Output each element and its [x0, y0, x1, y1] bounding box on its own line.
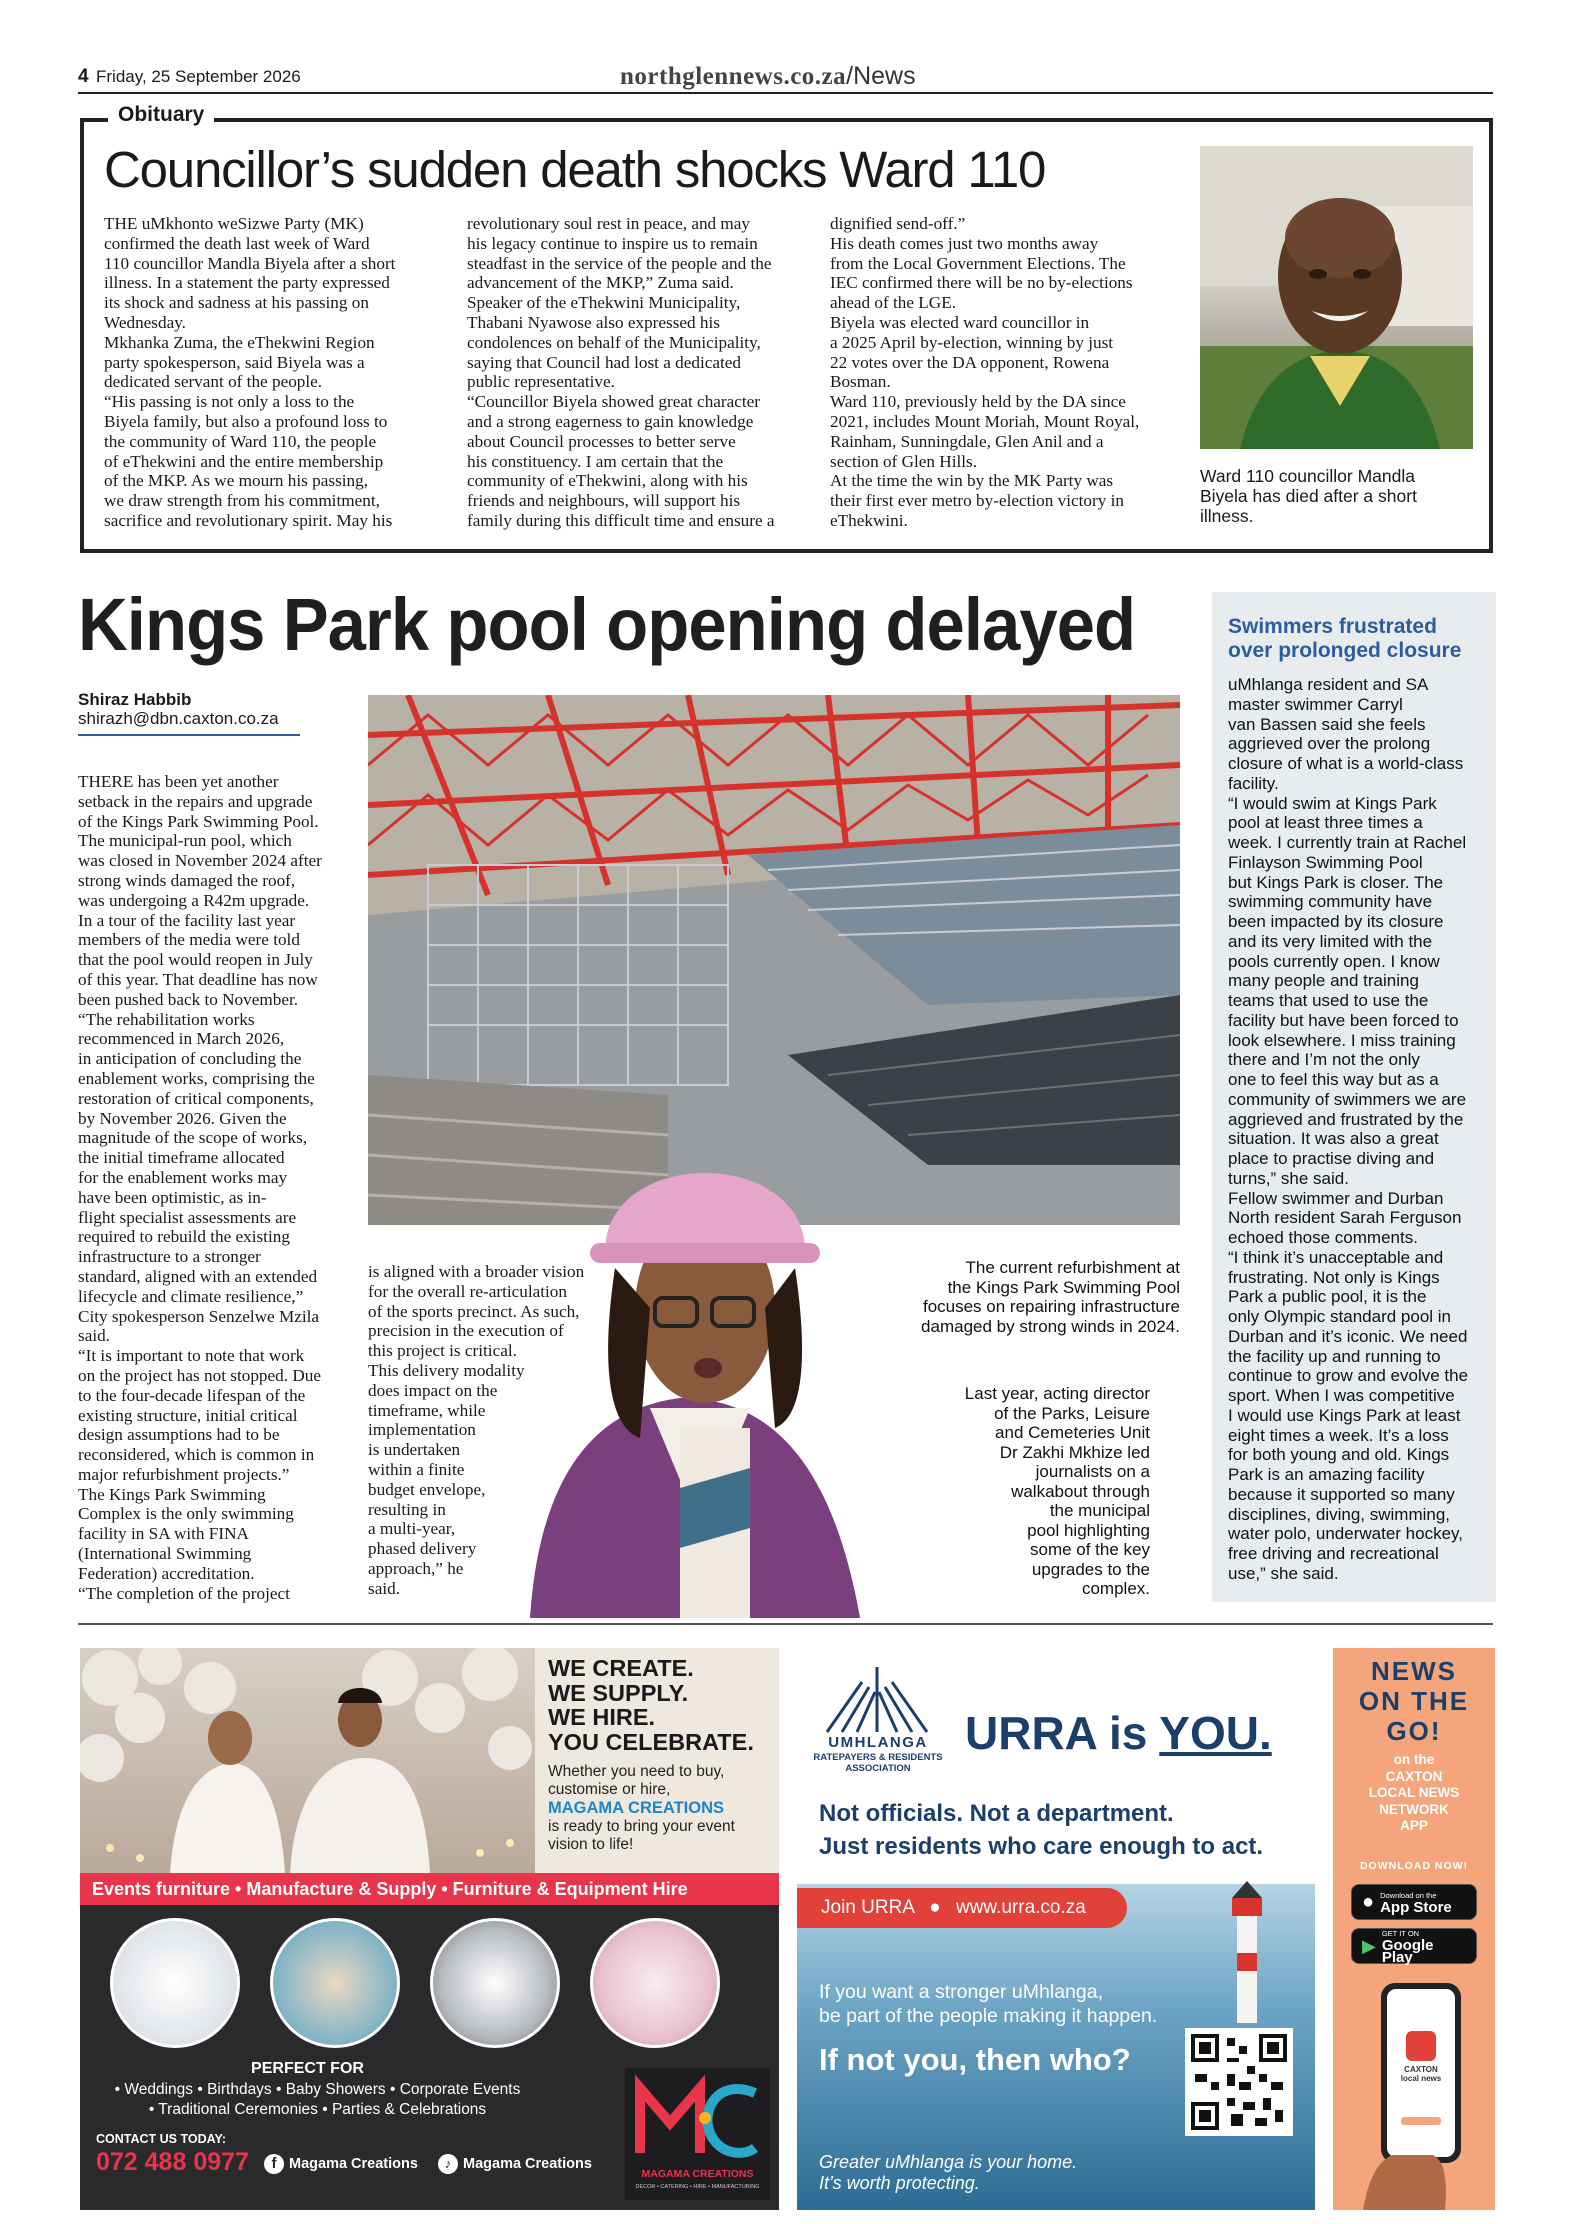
- app-store-small: Download on the: [1380, 1891, 1437, 1900]
- play-icon: ▶: [1362, 1935, 1376, 1956]
- couple-illustration: [80, 1648, 535, 1873]
- obituary-column-3: dignified send-off.” His death comes just two months away from the Local Government Elections. The IEC confirmed there will be no by-elections ahead of the LGE. Biyela was elected ward councillor in a 2025 April by-election, winning by just 22 votes over the DA opponent, Rowena Bosman. Ward 110, previously held by the DA since 2021, includes Mount Moriah, Mount Royal, Rainham, Sunningdale, Glen Anil and a section of Glen Hills. At the time the win by the MK Party was their first ever metro by-election victory in eThekwini.: [830, 214, 1140, 530]
- obituary-headline: Councillor’s sudden death shocks Ward 110: [104, 141, 1046, 198]
- magama-headline-line-4: YOU CELEBRATE.: [548, 1728, 754, 1755]
- urra-line-2: Just residents who care enough to act.: [819, 1833, 1264, 1860]
- portrait-illustration: [1200, 146, 1473, 449]
- urra-headline-b: YOU.: [1159, 1707, 1272, 1759]
- magama-headline: [548, 1656, 754, 1754]
- caxton-download: DOWNLOAD NOW!: [1359, 1860, 1469, 1872]
- urra-logo-mark: [817, 1662, 937, 1742]
- urra-org-name: UMHLANGA: [828, 1734, 928, 1751]
- magama-banner: Events furniture • Manufacture & Supply • Furniture & Equipment Hire: [80, 1873, 779, 1905]
- magama-contact-label: CONTACT US TODAY:: [96, 2132, 227, 2146]
- urra-line-1: Not officials. Not a department.: [819, 1800, 1174, 1827]
- page-number: 4: [78, 66, 89, 87]
- caxton-ad: [1333, 1648, 1495, 2210]
- ads-rule: [78, 1623, 1493, 1625]
- byline-underline: [78, 734, 300, 736]
- caxton-headline: NEWS ON THE GO!: [1358, 1656, 1470, 1746]
- magama-logo-tagline: DECOR • CATERING • HIRE • MANUFACTURING: [635, 2184, 760, 2190]
- main-column-2: is aligned with a broader vision for the overall re-articulation of the sports precinct. As such, precision in the execution of this project is critical. This delivery modality does impact on the timeframe, while implementation is undertaken within a finite budget envelope, resulting in a multi-year, phased delivery approach,” he said.: [368, 1262, 585, 1598]
- councillor-portrait: [1200, 146, 1473, 449]
- magama-tiktok[interactable]: [438, 2154, 592, 2174]
- tiktok-icon: ♪: [438, 2154, 458, 2174]
- woman-hardhat-photo: [530, 1108, 870, 1618]
- product-table-circle: [270, 1918, 400, 2048]
- caxton-sub: on the CAXTON LOCAL NEWS NETWORK APP: [1368, 1752, 1460, 1833]
- urra-footer: Greater uMhlanga is your home. It’s worth protecting.: [819, 2152, 1078, 2193]
- magama-headline-line-2: WE SUPPLY.: [548, 1679, 689, 1706]
- bullet-icon: ●: [929, 1897, 941, 1918]
- obituary-column-2: revolutionary soul rest in peace, and may his legacy continue to inspire us to remain steadfast in the service of the people and the advancement of the MKP,” Zuma said. Speaker of the eThekwini Municipality, Thabani Nyawose also expressed his condolences on behalf of the Municipality, saying that Council had lost a dedicated public representative. “Councillor Biyela showed great character and a strong eagerness to gain knowledge about Council processes to better serve his constituency. I am certain that the community of eThekwini, along with his friends and neighbours, will support his family during this difficult time and ensure a: [467, 214, 775, 530]
- urra-join-label: Join URRA: [821, 1897, 914, 1918]
- magama-occasions-2: • Traditional Ceremonies • Parties & Celebrations: [148, 2101, 487, 2118]
- magama-headline-line-1: WE CREATE.: [548, 1655, 694, 1681]
- magama-facebook[interactable]: [264, 2154, 418, 2174]
- director-photo-caption: Last year, acting director of the Parks, Leisure and Cemeteries Unit Dr Zakhi Mkhize led journalists on a walkabout through the municipal pool highlighting some of the key upgrades to the complex.: [964, 1384, 1150, 1598]
- issue-date: Friday, 25 September 2026: [96, 67, 301, 86]
- magama-logo: [625, 2068, 770, 2200]
- urra-qr-code[interactable]: [1185, 2028, 1293, 2136]
- byline-name: Shiraz Habbib: [78, 690, 192, 709]
- caxton-app-icon: [1406, 2031, 1436, 2061]
- google-play-button[interactable]: [1351, 1928, 1477, 1964]
- urra-org-sub: RATEPAYERS & RESIDENTS ASSOCIATION: [813, 1752, 943, 1774]
- urra-headline-a: URRA is: [965, 1707, 1160, 1759]
- byline-email[interactable]: shirazh@dbn.caxton.co.za: [78, 709, 279, 728]
- section-name: /News: [846, 62, 916, 90]
- magama-logo-name: MAGAMA CREATIONS: [641, 2168, 754, 2180]
- urra-url: www.urra.co.za: [955, 1897, 1086, 1918]
- google-play-small: GET IT ON: [1381, 1929, 1420, 1938]
- google-play-label: Google Play: [1381, 1937, 1434, 1966]
- magama-outro: is ready to bring your event vision to life!: [548, 1818, 735, 1853]
- main-headline: Kings Park pool opening delayed: [78, 583, 1136, 666]
- urra-ad: [797, 1648, 1315, 2210]
- urra-headline: [965, 1706, 1272, 1760]
- qr-code-icon: [1191, 2034, 1287, 2130]
- header-rule: [78, 92, 1493, 94]
- magama-logo-mark: [625, 2068, 770, 2168]
- magama-photo: [80, 1648, 535, 1873]
- magama-occasions-1: • Weddings • Birthdays • Baby Showers • Corporate Events: [114, 2081, 521, 2098]
- urra-join-bar[interactable]: [797, 1888, 1127, 1928]
- facebook-handle: Magama Creations: [289, 2156, 418, 2172]
- magama-intro: Whether you need to buy, customise or hire,: [548, 1763, 725, 1798]
- apple-icon: ●: [1362, 1890, 1375, 1913]
- masthead-site: [620, 62, 916, 91]
- hand-icon: [1333, 2120, 1495, 2210]
- product-dining-circle: [430, 1918, 560, 2048]
- councillor-caption: Ward 110 councillor Mandla Biyela has died after a short illness.: [1200, 466, 1417, 526]
- app-store-label: App Store: [1380, 1899, 1452, 1916]
- main-column-1: THERE has been yet another setback in the repairs and upgrade of the Kings Park Swimming Pool. The municipal-run pool, which was closed in November 2024 after strong winds damaged the roof, was undergoing a R42m upgrade. In a tour of the facility last year members of the media were told that the pool would reopen in July of this year. That deadline has now been pushed back to November. “The rehabilitation works recommenced in March 2026, in anticipation of concluding the enablement works, comprising the restoration of critical components, by November 2026. Given the magnitude of the scope of works, the initial timeframe allocated for the enablement works may have been optimistic, as in- flight specialist assessments are required to rebuild the existing infrastructure to a stronger standard, aligned with an extended lifecycle and climate resilience,” City spokesperson Senzelwe Mzila said. “It is important to note that work on the project has not stopped. Due to the four-decade lifespan of the existing structure, initial critical design assumptions had to be reconsidered, which is common in major refurbishment projects.” The Kings Park Swimming Complex is the only swimming facility in SA with FINA (International Swimming Federation) accreditation. “The completion of the project: [78, 772, 322, 1603]
- urra-body: If you want a stronger uMhlanga, be part of the people making it happen.: [819, 1981, 1158, 2027]
- magama-ad: [80, 1648, 779, 2210]
- magama-brand: MAGAMA CREATIONS: [548, 1799, 724, 1817]
- obituary-label: Obituary: [108, 103, 214, 127]
- obituary-column-1: THE uMkhonto weSizwe Party (MK) confirmed the death last week of Ward 110 councillor Mandla Biyela after a short illness. In a statement the party expressed its shock and sadness at his passing on Wednesday. Mkhanka Zuma, the eThekwini Region party spokesperson, said Biyela was a dedicated servant of the people. “His passing is not only a loss to the Biyela family, but also a profound loss to the community of Ward 110, the people of eThekwini and the entire membership of the MKP. As we mourn his passing, we draw strength from his commitment, sacrifice and revolutionary spirit. May his: [104, 214, 396, 530]
- magama-product-circles: [80, 1913, 779, 2053]
- magama-phone[interactable]: 072 488 0977: [96, 2148, 249, 2176]
- tiktok-handle: Magama Creations: [463, 2156, 592, 2172]
- phone-logo-text: CAXTON local news: [1400, 2065, 1442, 2083]
- product-curtain-circle: [110, 1918, 240, 2048]
- magama-headline-line-3: WE HIRE.: [548, 1704, 656, 1730]
- site-name: northglennews.co.za: [620, 63, 847, 90]
- facebook-icon: f: [264, 2154, 284, 2174]
- pool-photo-caption: The current refurbishment at the Kings Park Swimming Pool focuses on repairing infrastructure damaged by strong winds in 2024.: [921, 1258, 1180, 1336]
- app-store-button[interactable]: [1351, 1884, 1477, 1920]
- product-arch-circle: [590, 1918, 720, 2048]
- magama-perfect-for: PERFECT FOR: [251, 2060, 364, 2077]
- sidebar-title: Swimmers frustrated over prolonged closure: [1228, 615, 1462, 662]
- sidebar-body: uMhlanga resident and SA master swimmer Carryl van Bassen said she feels aggrieved over the prolong closure of what is a world-class facility. “I would swim at Kings Park pool at least three times a week. I currently train at Rachel Finlayson Swimming Pool but Kings Park is closer. The swimming community have been impacted by its closure and its very limited with the pools currently open. I know many people and training teams that used to use the facility but have been forced to look elsewhere. I miss training there and I’m not the only one to feel this way but as a community of swimmers we are aggrieved and frustrated by the situation. It was also a great place to practise diving and turns,” she said. Fellow swimmer and Durban North resident Sarah Ferguson echoed those comments. “I think it’s unacceptable and frustrating. Not only is Kings Park a public pool, it is the only Olympic standard pool in Durban and it’s iconic. We need the facility up and running to continue to grow and evolve the sport. When I was competitive I would use Kings Park at least eight times a week. It’s a loss for both young and old. Kings Park is an amazing facility because it supported so many disciplines, diving, swimming, water polo, underwater hockey, free driving and recreational use,” she said.: [1228, 675, 1469, 1583]
- urra-question: If not you, then who?: [819, 2042, 1131, 2077]
